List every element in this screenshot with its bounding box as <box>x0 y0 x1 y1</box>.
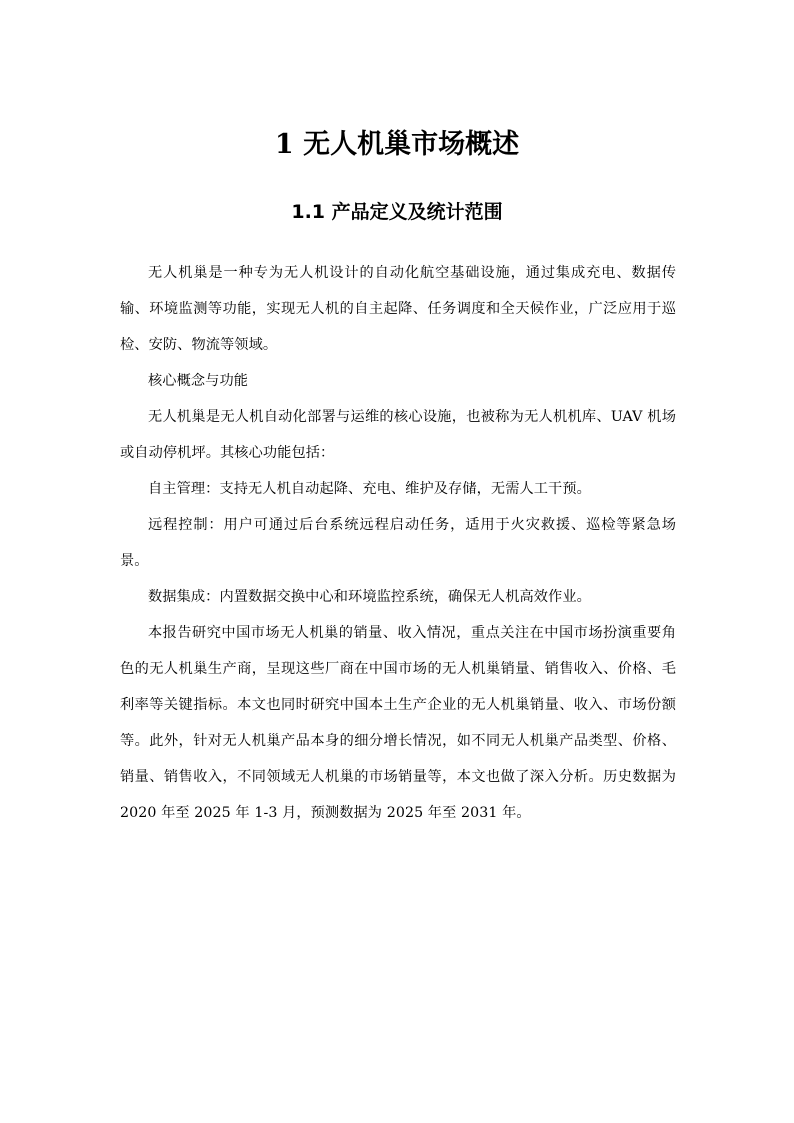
body-text <box>120 255 676 831</box>
paragraph-remote-control: 远程控制：用户可通过后台系统远程启动任务，适用于火灾救援、巡检等紧急场景。 <box>120 517 676 569</box>
section-title: 1.1 产品定义及统计范围 <box>291 201 503 223</box>
paragraph-definition: 无人机巢是一种专为无人机设计的自动化航空基础设施，通过集成充电、数据传输、环境监测等功能，实现无人机的自主起降、任务调度和全天候作业，广泛应用于巡检、安防、物流等领域。 <box>120 265 676 353</box>
paragraph-core-heading: 核心概念与功能 <box>148 373 249 389</box>
paragraph-report-scope: 本报告研究中国市场无人机巢的销量、收入情况，重点关注在中国市场扮演重要角色的无人机巢生产商，呈现这些厂商在中国市场的无人机巢销量、销售收入、价格、毛利率等关键指标。本文也同时研究中国本土生产企业的无人机巢销量、收入、市场份额等。此外，针对无人机巢产品本身的细分增长情况，如不同无人机巢产品类型、价格、销量、销售收入，不同领域无人机巢的市场销量等，本文也做了深入分析。历史数据为 2020 年至 2025 年 1-3 月，预测数据为 2025 年至 2031 年。 <box>120 625 676 821</box>
paragraph-core-description: 无人机巢是无人机自动化部署与运维的核心设施，也被称为无人机机库、UAV 机场或自动停机坪。其核心功能包括： <box>120 409 676 461</box>
paragraph-autonomous-management: 自主管理：支持无人机自动起降、充电、维护及存储，无需人工干预。 <box>148 481 591 497</box>
paragraph-data-integration: 数据集成：内置数据交换中心和环境监控系统，确保无人机高效作业。 <box>148 589 591 605</box>
chapter-title: 1 无人机巢市场概述 <box>274 129 520 160</box>
